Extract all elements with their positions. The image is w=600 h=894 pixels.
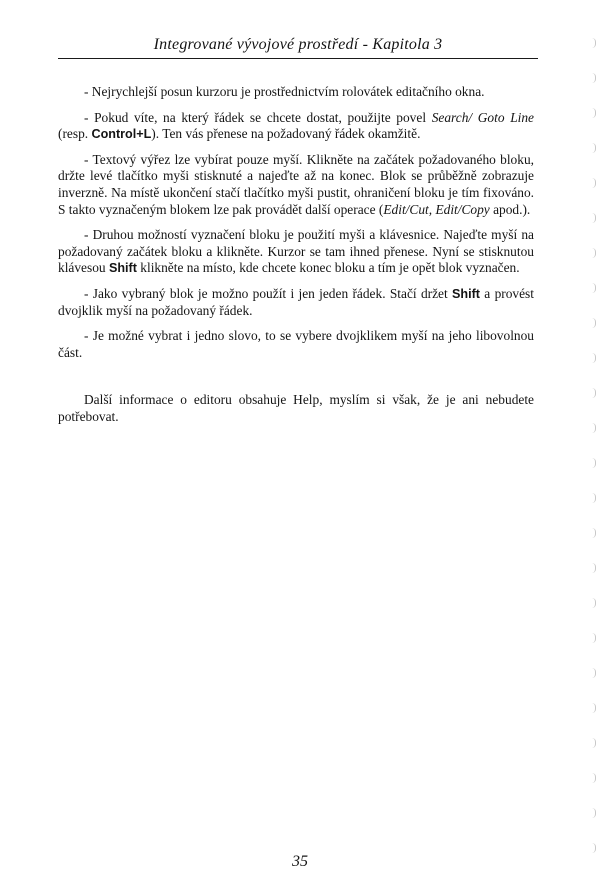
key-name: Control+L [91, 127, 152, 142]
edge-mark [592, 108, 596, 118]
text-segment: - Je možné vybrat i jedno slovo, to se vybere dvojklikem myší na jeho libovolnou část. [58, 328, 534, 360]
text-segment: ). Ten vás přenese na požadovaný řádek okamžitě. [151, 126, 421, 142]
edge-mark [592, 283, 596, 293]
edge-mark [592, 213, 596, 223]
page-number: 35 [292, 853, 308, 870]
text-segment: apod.). [489, 201, 531, 217]
edge-mark [592, 808, 596, 818]
edge-mark [592, 843, 596, 853]
text-segment: - Nejrychlejší posun kurzoru je prostřednictvím rolovátek editačního okna. [84, 84, 485, 99]
edge-mark [592, 493, 596, 503]
edge-mark [592, 633, 596, 643]
text-segment: - Textový výřez lze vybírat pouze myší. Klikněte na začátek požadovaného bloku, držte levé tlačítko myši stisknuté a najeďte až na konec. Blok se průběžně zobrazuje inverzně. Na místě ukončení stačí tlačítko myši pustit, ohraničení bloku je tím fixováno. S takto vyznačeným blokem lze pak provádět další operace ( [58, 151, 534, 217]
edge-mark [592, 598, 596, 608]
edge-mark [592, 458, 596, 468]
edge-mark [592, 528, 596, 538]
closing-paragraph: Další informace o editoru obsahuje Help, myslím si však, že je ani nebudete potřebovat. [58, 392, 534, 424]
text-segment: klikněte na místo, kde chcete konec bloku a tím je opět blok vyznačen. [136, 260, 520, 276]
paragraph-scroll [58, 84, 534, 101]
paragraph-line-select [58, 286, 534, 319]
paragraph-mouse-keyboard-select [58, 227, 534, 277]
edge-mark [592, 353, 596, 363]
text-segment: a provést dvojklik myší na požadovaný řádek. [58, 285, 534, 318]
paragraph-goto-line [58, 110, 534, 143]
edge-mark [592, 738, 596, 748]
edge-mark [592, 423, 596, 433]
paragraph-word-select [58, 328, 534, 361]
menu-command: Search/ Goto Line [431, 109, 534, 125]
header-rule [58, 58, 538, 59]
edge-mark [592, 73, 596, 83]
edge-mark [592, 38, 596, 48]
text-segment: - Jako vybraný blok je možno použít i jen jeden řádek. Stačí držet [84, 285, 453, 301]
edge-mark [592, 143, 596, 153]
binding-edge-marks [586, 30, 600, 880]
text-segment: - Druhou možností vyznačení bloku je použití myši a klávesnice. Najeďte myší na požadovaný začátek bloku a klikněte. Kurzor se tam ihned přenese. Nyní se stisknutou klávesou [58, 227, 534, 276]
edge-mark [592, 178, 596, 188]
edge-mark [592, 318, 596, 328]
edge-mark [592, 773, 596, 783]
page-header-title: Integrované vývojové prostředí - Kapitola 3 [153, 36, 443, 53]
text-segment: (resp. [58, 126, 92, 142]
text-segment: - Pokud víte, na který řádek se chcete dostat, použijte povel [84, 109, 432, 125]
edge-mark [592, 563, 596, 573]
edge-mark [592, 388, 596, 398]
edge-mark [592, 668, 596, 678]
edge-mark [592, 248, 596, 258]
menu-command: Edit/Cut, Edit/Copy [383, 201, 490, 217]
edge-mark [592, 703, 596, 713]
body-text [58, 84, 534, 435]
key-name: Shift [452, 286, 480, 301]
key-name: Shift [108, 261, 137, 276]
paragraph-mouse-select [58, 152, 534, 218]
